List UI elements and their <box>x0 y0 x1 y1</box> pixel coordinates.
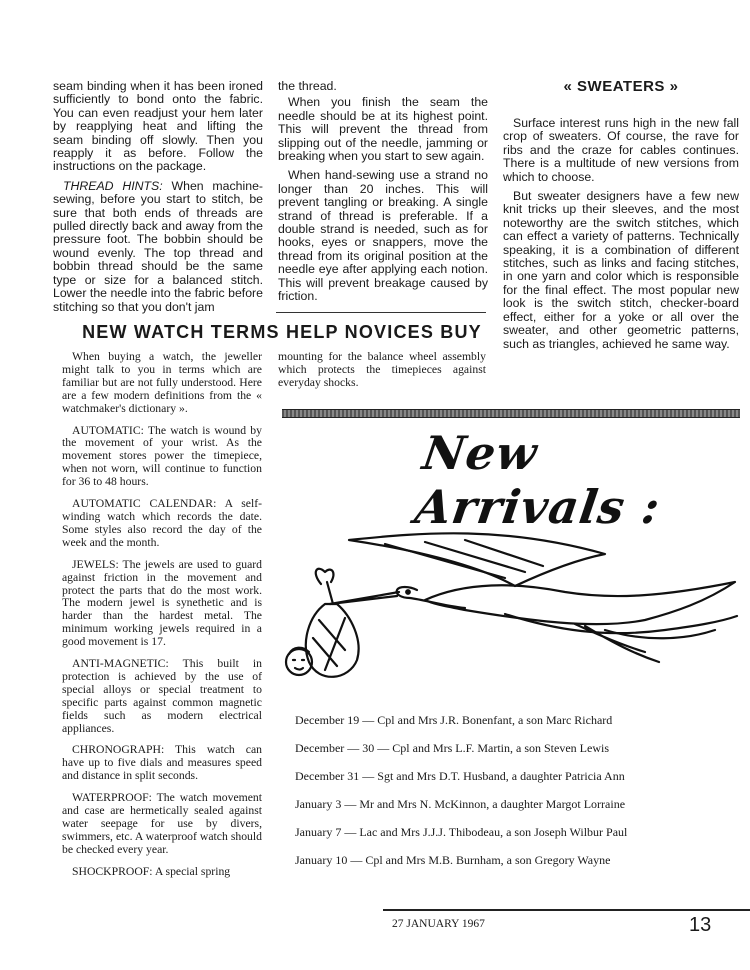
thread-hints-label: THREAD HINTS: <box>63 178 163 193</box>
term-definition: The watch movement and case are hermetically sealed against water seepage for use by divers, swimmers, etc. A waterproof watch should be checked every year. <box>62 791 262 856</box>
watch-term <box>62 498 262 550</box>
page-number: 13 <box>689 914 712 936</box>
sewing-continuation: the thread. <box>278 79 337 93</box>
sewing-column-1 <box>53 80 263 320</box>
term-label: SHOCKPROOF: <box>72 864 153 878</box>
term-label: ANTI-MAGNETIC: <box>72 657 169 671</box>
arrival-item: January 10 — Cpl and Mrs M.B. Burnham, a son Gregory Wayne <box>295 853 611 867</box>
watch-terms-column <box>62 351 262 885</box>
thread-hints-paragraph <box>53 180 263 314</box>
watch-term <box>62 425 262 490</box>
stork-illustration <box>275 520 745 710</box>
sewing-column-2 <box>278 80 488 310</box>
thread-hints-text: When machine-sewing, before you start to stitch, be sure that both ends of threads are pulled directly back and away from the pressure foot. The bobbin should be wound evenly. The top thread and bobbin thread should be the same type or size for a balanced stitch. Lower the needle into the fabric before stitching so that you don't jam <box>53 178 264 314</box>
sewing-paragraph: seam binding when it has been ironed sufficiently to bond onto the fabric. You can even readjust your hem later by reapplying heat and lifting the seam binding off slowly. Then you reapply it as before. Follow the instructions on the package. <box>53 79 263 174</box>
arrival-item: December 31 — Sgt and Mrs D.T. Husband, a daughter Patricia Ann <box>295 769 625 783</box>
arrivals-list <box>295 712 735 880</box>
watch-intro: When buying a watch, the jeweller might talk to you in terms which are familiar but are not fully understood. Here are a few modern definitions from the « watchmaker's dictionary ». <box>62 350 262 415</box>
watch-terms-continuation <box>278 351 486 396</box>
term-definition: This built in protection is achieved by the use of special alloys or special treatment to specific parts against common magnetic fields such as modern electrical appliances. <box>62 657 262 735</box>
term-definition: The watch is wound by the movement of your wrist. As the movement stores power the timepiece, when not worn, will continue to function for 36 to 48 hours. <box>62 423 262 489</box>
watch-term <box>62 658 262 735</box>
term-label: WATERPROOF: <box>72 791 152 805</box>
sewing-paragraph: When hand-sewing use a strand no longer than 20 inches. This will prevent tangling or breaking. A single strand of thread is preferable. If a double strand is needed, such as for hooks, eyes or snappers, move the thread from its original position at the needle eye after applying each notion. This will prevent breakage caused by friction. <box>278 168 488 304</box>
term-label: AUTOMATIC CALENDAR: <box>72 497 217 511</box>
sewing-paragraph: When you finish the seam the needle should be at its highest point. This will prevent the thread from slipping out of the needle, jamming or breaking when you start to sew again. <box>278 95 488 164</box>
watch-term <box>62 792 262 857</box>
issue-date: 27 JANUARY 1967 <box>392 918 485 930</box>
arrival-item: December — 30 — Cpl and Mrs L.F. Martin, a son Steven Lewis <box>295 741 609 755</box>
watch-term <box>62 744 262 783</box>
sweaters-paragraph: Surface interest runs high in the new fall crop of sweaters. Of course, the rave for ribs and the craze for cables continues. There is a multitude of new versions from which to choose. <box>503 116 739 184</box>
shockproof-continuation: mounting for the balance wheel assembly which protects the timepieces against everyday shocks. <box>278 350 486 389</box>
term-label: JEWELS: <box>72 557 119 571</box>
term-definition: The jewels are used to guard against friction in the movement and protect the parts that do the most work. The modern jewel is synethetic and is harder than the hardest metal. The minimum working jewels required in a good movement is 17. <box>62 557 262 649</box>
arrival-item: January 7 — Lac and Mrs J.J.J. Thibodeau, a son Joseph Wilbur Paul <box>295 825 628 839</box>
term-definition: This watch can have up to five dials and measures speed and distance in split seconds. <box>62 743 262 783</box>
term-label: AUTOMATIC: <box>72 423 144 437</box>
arrival-item: December 19 — Cpl and Mrs J.R. Bonenfant, a son Marc Richard <box>295 713 613 727</box>
new-arrivals-title: New Arrivals : <box>411 426 664 534</box>
term-definition: A self-winding watch which records the date. Some styles also record the day of the week and the month. <box>62 497 262 549</box>
arrival-item: January 3 — Mr and Mrs N. McKinnon, a daughter Margot Lorraine <box>295 797 626 811</box>
arrivals-banner-bar <box>282 409 740 418</box>
sweaters-paragraph: But sweater designers have a few new knit tricks up their sleeves, and the most noteworthy are the switch stitches, which can effect a variety of patterns. Technically speaking, it is a combination of different stitches, such as links and facing stitches, in one yarn and color which is responsible for the final effect. The most popular new look is the switch stitch, checker-board effect, either for a yoke or all over the sweater, and other geometric patterns, such as triangles, achieved he same way. <box>503 189 739 351</box>
sweaters-heading: « SWEATERS » <box>563 78 679 95</box>
term-label: CHRONOGRAPH: <box>72 743 165 757</box>
footer-rule <box>383 909 750 911</box>
sweaters-column <box>503 117 739 357</box>
term-definition: A special spring <box>152 864 231 878</box>
section-divider <box>276 312 486 313</box>
watch-term <box>62 866 262 879</box>
watch-terms-heading: NEW WATCH TERMS HELP NOVICES BUY <box>82 322 482 342</box>
watch-term <box>62 559 262 649</box>
